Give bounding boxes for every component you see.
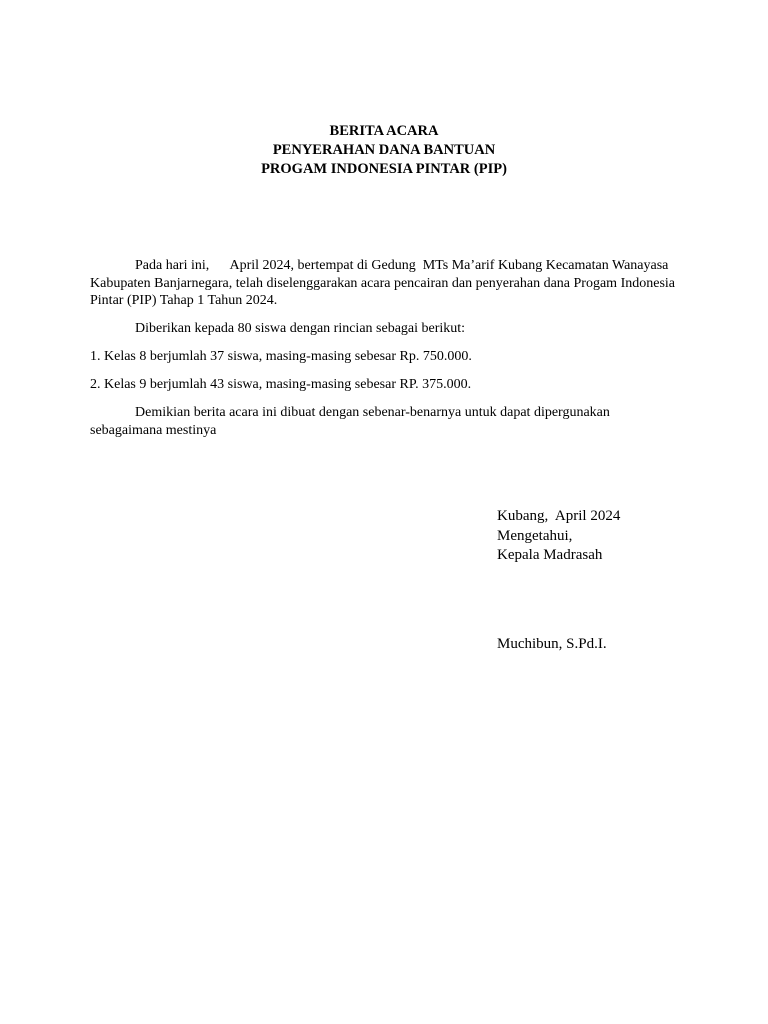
title-line-1: BERITA ACARA: [329, 123, 439, 139]
place-date: Kubang, April 2024: [497, 508, 621, 524]
document-body: [90, 257, 680, 450]
closing-paragraph: Demikian berita acara ini dibuat dengan sebenar-benarnya untuk dapat dipergunakan sebagaimana mestinya: [90, 405, 610, 438]
signer-position: Kepala Madrasah: [497, 547, 603, 563]
title-line-2: PENYERAHAN DANA BANTUAN: [272, 142, 496, 158]
signature-block: [497, 507, 620, 566]
list-item-kelas-8: 1. Kelas 8 berjumlah 37 siswa, masing-masing sebesar Rp. 750.000.: [90, 349, 472, 364]
list-item-kelas-9: 2. Kelas 9 berjumlah 43 siswa, masing-masing sebesar RP. 375.000.: [90, 377, 472, 392]
signer-name: Muchibun, S.Pd.I.: [497, 636, 607, 652]
document-title: [0, 122, 768, 179]
acknowledged-label: Mengetahui,: [497, 527, 573, 544]
title-line-3: PROGAM INDONESIA PINTAR (PIP): [261, 161, 507, 177]
recipients-paragraph: Diberikan kepada 80 siswa dengan rincian sebagai berikut:: [135, 321, 466, 336]
opening-paragraph: Pada hari ini, April 2024, bertempat di Gedung MTs Ma’arif Kubang Kecamatan Wanayasa Kabupaten Banjarnegara, telah diselenggarakan acara pencairan dan penyerahan dana Progam Indonesia Pintar (PIP) Tahap 1 Tahun 2024.: [90, 258, 679, 308]
